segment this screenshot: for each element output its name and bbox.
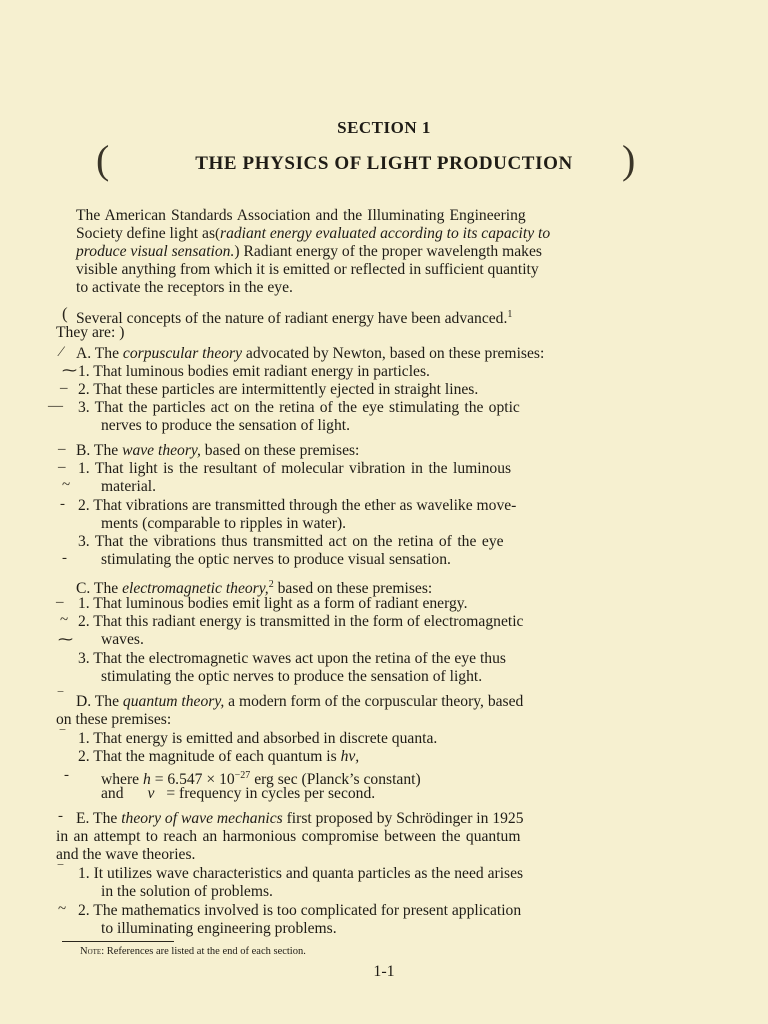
theory-name: electromagnetic theory,: [122, 580, 269, 598]
handwritten-dash-mark: ~: [62, 477, 71, 493]
formula-text: hν,: [340, 748, 360, 765]
formula-text: erg sec (Planck’s constant): [250, 771, 421, 789]
handwritten-dash-mark: -: [58, 808, 63, 824]
theory-d-line: on these premises:: [56, 711, 172, 728]
intro-line: [76, 225, 550, 243]
theory-a-item: 2. That these particles are intermittently ejected in straight lines.: [78, 381, 479, 398]
theory-d-item: [78, 748, 359, 766]
footnote-ref: 2: [268, 579, 274, 590]
theory-prefix: A. The: [76, 345, 123, 362]
theory-prefix: B. The: [76, 442, 123, 459]
footnote-ref: 1: [507, 309, 513, 320]
handwritten-dash-mark: -: [62, 550, 67, 566]
handwritten-dash-mark: ‾: [58, 864, 63, 880]
handwritten-dash-mark: ⁓: [58, 632, 73, 648]
intro-line: The American Standards Association and the Illuminating Engineering: [76, 207, 526, 224]
definition-text: produce visual sensation.: [76, 243, 235, 260]
theory-c-item: waves.: [101, 631, 144, 648]
handwritten-dash-mark: ~: [60, 612, 69, 628]
formula-exponent: −27: [234, 770, 251, 781]
handwritten-paren-mark: (: [215, 226, 221, 242]
section-title: THE PHYSICS OF LIGHT PRODUCTION: [195, 153, 573, 174]
theory-suffix: based on these premises:: [273, 580, 433, 598]
footnote-text: References are listed at the end of each section.: [104, 946, 306, 957]
handwritten-dash-mark: ~: [58, 901, 67, 917]
theory-suffix: first proposed by Schrödinger in 1925: [282, 810, 524, 827]
theory-c-item: 2. That this radiant energy is transmitted in the form of electromagnetic: [78, 613, 524, 630]
concepts-text: Several concepts of the nature of radiant energy have been advanced.: [76, 310, 508, 328]
formula-symbol: h: [143, 771, 151, 789]
theory-suffix: based on these premises:: [200, 442, 360, 459]
theory-c-item: 1. That luminous bodies emit light as a form of radiant energy.: [78, 595, 468, 612]
intro-line: visible anything from which it is emitted or reflected in sufficient quantity: [76, 261, 539, 278]
footnote-rule: [62, 941, 174, 942]
formula-line: [101, 785, 375, 803]
theory-e-heading: [76, 810, 524, 828]
formula-text: = frequency in cycles per second.: [162, 785, 376, 802]
handwritten-paren-mark: ): [115, 324, 125, 341]
intro-text: Radiant energy of the proper wavelength makes: [239, 243, 542, 260]
theory-a-heading: [76, 345, 544, 363]
theory-b-item: ments (comparable to ripples in water).: [101, 515, 347, 532]
theory-name: theory of wave mechanics: [121, 810, 283, 827]
concepts-text: They are:: [56, 324, 116, 341]
intro-line: to activate the receptors in the eye.: [76, 279, 293, 296]
formula-text: and: [101, 785, 124, 802]
intro-text: Society define light as: [76, 225, 216, 242]
handwritten-dash-mark: ‾: [60, 729, 65, 745]
intro-line: [76, 243, 542, 261]
handwritten-dash-mark: –: [56, 594, 64, 610]
handwritten-dash-mark: —: [48, 398, 63, 414]
theory-b-item: 1. That light is the resultant of molecular vibration in the luminous: [78, 460, 512, 477]
theory-a-item: 3. That the particles act on the retina of the eye stimulating the optic: [78, 399, 520, 416]
handwritten-paren-left-mark: (: [96, 137, 110, 182]
handwritten-dash-mark: -: [60, 496, 65, 512]
theory-e-item: 1. It utilizes wave characteristics and quanta particles as the need arises: [78, 865, 524, 882]
handwritten-paren-right-mark: ): [622, 137, 636, 182]
theory-name: corpuscular theory: [122, 345, 243, 362]
theory-d-item: 1. That energy is emitted and absorbed in discrete quanta.: [78, 730, 438, 747]
theory-a-item: 1. That luminous bodies emit radiant energy in particles.: [78, 363, 430, 380]
formula-text: = 6.547 × 10: [150, 771, 235, 789]
handwritten-paren-mark: (: [62, 304, 68, 323]
theory-a-item: nerves to produce the sensation of light.: [101, 417, 351, 434]
theory-b-item: stimulating the optic nerves to produce visual sensation.: [101, 551, 451, 568]
footnote: [80, 946, 306, 957]
concepts-line: [56, 324, 124, 342]
theory-name: quantum theory,: [122, 693, 225, 710]
handwritten-dash-mark: –: [58, 441, 66, 457]
page-number: 1-1: [373, 963, 395, 980]
theory-name: wave theory,: [122, 442, 201, 459]
theory-c-item: 3. That the electromagnetic waves act upon the retina of the eye thus: [78, 650, 506, 667]
theory-e-line: in an attempt to reach an harmonious compromise between the quantum: [56, 828, 521, 845]
handwritten-dash-mark: –: [60, 380, 68, 396]
theory-prefix: C. The: [76, 580, 123, 598]
theory-c-item: stimulating the optic nerves to produce the sensation of light.: [101, 668, 483, 685]
theory-e-line: and the wave theories.: [56, 846, 196, 863]
theory-d-heading: [76, 693, 523, 711]
handwritten-paren-mark: ): [234, 243, 240, 260]
theory-b-item: material.: [101, 478, 156, 495]
theory-prefix: E. The: [76, 810, 122, 827]
item-text: 2. That the magnitude of each quantum is: [78, 748, 341, 765]
concepts-line: [76, 306, 512, 328]
theory-e-item: 2. The mathematics involved is too complicated for present application: [78, 902, 522, 919]
theory-prefix: D. The: [76, 693, 123, 710]
theory-suffix: a modern form of the corpuscular theory, based: [224, 693, 524, 710]
theory-b-item: 2. That vibrations are transmitted through the ether as wavelike move-: [78, 497, 517, 514]
theory-e-item: to illuminating engineering problems.: [101, 920, 337, 937]
section-label: SECTION 1: [337, 118, 431, 137]
footnote-label: Note:: [80, 946, 105, 957]
theory-e-item: in the solution of problems.: [101, 883, 273, 900]
handwritten-dash-mark: ⁓: [62, 363, 77, 379]
definition-text: radiant energy evaluated according to its capacity to: [220, 225, 551, 242]
handwritten-dash-mark: –: [58, 459, 66, 475]
theory-b-heading: [76, 442, 359, 460]
theory-suffix: advocated by Newton, based on these premises:: [242, 345, 545, 362]
handwritten-dash-mark: ‾: [58, 691, 63, 707]
formula-text: where: [101, 771, 143, 789]
formula-symbol: ν: [147, 785, 155, 802]
handwritten-dash-mark: ⁄: [60, 344, 63, 360]
handwritten-dash-mark: -: [64, 767, 69, 783]
theory-b-item: 3. That the vibrations thus transmitted act on the retina of the eye: [78, 533, 504, 550]
